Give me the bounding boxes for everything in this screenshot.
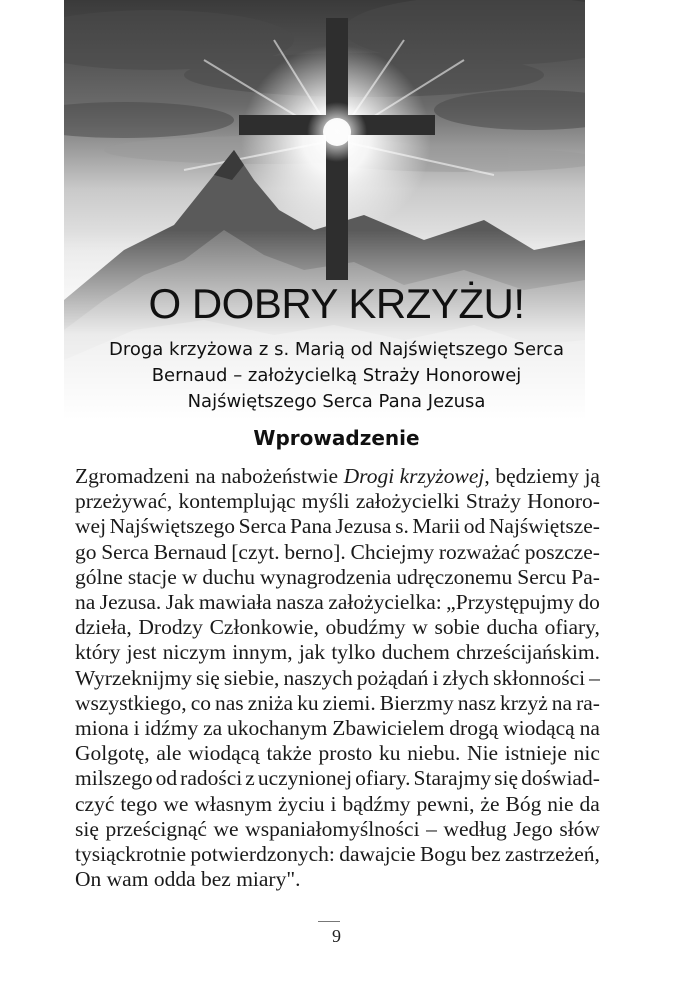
word: radości — [180, 766, 243, 791]
word: chrześcijańskim. — [456, 640, 600, 665]
word: własnym — [194, 791, 273, 816]
word: obudźmy — [325, 615, 406, 640]
word: niczym — [162, 640, 227, 665]
text-line — [75, 464, 600, 489]
word: wiodącą — [503, 716, 575, 741]
word: ducha — [486, 615, 538, 640]
word: Marii — [412, 514, 461, 539]
word: Pa- — [571, 564, 600, 589]
word: go — [75, 539, 97, 564]
word: udręczonemu — [396, 564, 513, 589]
word: Jezusa — [335, 514, 392, 539]
word: tego — [120, 791, 158, 816]
word: tysiąckrotnie — [75, 842, 187, 867]
word: jest — [126, 640, 157, 665]
word: Bierzmy — [379, 690, 454, 715]
word: istnieje — [504, 741, 567, 766]
word: innym, — [232, 640, 293, 665]
word: skłonności — [493, 665, 586, 690]
word: bądźmy — [342, 791, 411, 816]
word: nabożeństwie — [221, 464, 339, 488]
text-line — [75, 540, 600, 565]
subtitle-line: Bernaud – założycielką Straży Honorowej — [151, 365, 522, 386]
word: Chciejmy — [350, 539, 435, 564]
word: Wyrzeknijmy — [75, 665, 192, 690]
text-line — [75, 489, 600, 514]
word: drogą — [449, 716, 499, 741]
word: Drodzy — [138, 615, 203, 640]
word: wszystkiego, — [75, 690, 187, 715]
word: Najświętsze- — [488, 514, 600, 539]
text-line — [75, 867, 600, 892]
word: na — [195, 464, 216, 488]
word: ją — [584, 464, 600, 488]
word: się — [195, 665, 220, 690]
word: we — [213, 816, 239, 841]
word: stacje — [127, 564, 177, 589]
word: złych — [442, 665, 490, 690]
word: ukochanym — [227, 716, 328, 741]
word: poszcze- — [524, 539, 600, 564]
word: będziemy — [495, 464, 579, 488]
word: nasz — [457, 690, 496, 715]
word: przeżywać, — [75, 489, 173, 514]
subtitle — [0, 337, 673, 415]
word: nic — [573, 741, 600, 766]
word: Honoro- — [527, 489, 600, 514]
word: Drogi krzyżowej, — [343, 464, 490, 488]
word: od — [155, 766, 178, 791]
word: który — [75, 640, 121, 665]
word: duchem — [381, 640, 450, 665]
word: do — [578, 590, 600, 615]
word: na — [579, 716, 600, 741]
word: założycielka: — [328, 590, 442, 615]
word: tylko — [331, 640, 376, 665]
word: życiu — [278, 791, 325, 816]
word: ku — [297, 690, 319, 715]
word: Golgotę, — [75, 741, 150, 766]
word: się — [494, 766, 519, 791]
word: nas — [215, 690, 244, 715]
word: i — [432, 665, 439, 690]
word: Nie — [467, 741, 499, 766]
word: s. — [395, 514, 409, 539]
word: ziemi. — [322, 690, 376, 715]
word: ofiary. — [355, 766, 411, 791]
word: wej — [75, 514, 107, 539]
word: miona — [75, 716, 129, 741]
page-title: O DOBRY KRZYŻU! — [148, 280, 525, 327]
word: Starajmy — [413, 766, 492, 791]
word: w — [412, 615, 428, 640]
word: Bóg — [505, 791, 542, 816]
word: Jak — [165, 590, 195, 615]
word: i — [133, 716, 140, 741]
word: duchu — [202, 564, 255, 589]
word: idźmy — [144, 716, 199, 741]
word: że — [480, 791, 500, 816]
word: wiodącą — [188, 741, 260, 766]
word: pewni, — [416, 791, 475, 816]
word: rozważać — [438, 539, 521, 564]
text-line — [75, 691, 600, 716]
word: ku — [378, 741, 401, 766]
word: na — [551, 690, 573, 715]
word: Zbawicielem — [332, 716, 445, 741]
word: dawajcie — [339, 842, 416, 867]
word: słów — [559, 816, 600, 841]
word: prosto — [318, 741, 373, 766]
word: siebie, — [223, 665, 280, 690]
text-line — [75, 590, 600, 615]
word: w — [181, 564, 198, 589]
word: uczynionej — [257, 766, 353, 791]
word: krzyż — [500, 690, 548, 715]
word: Jezusa. — [99, 590, 162, 615]
word: mawiała — [198, 590, 272, 615]
word: – — [426, 816, 437, 841]
word: i — [330, 791, 337, 816]
word: z — [245, 766, 255, 791]
section-heading: Wprowadzenie — [253, 426, 420, 450]
word: dzieła, — [75, 615, 132, 640]
text-line — [75, 615, 600, 640]
word: we — [163, 791, 189, 816]
text-line — [75, 741, 600, 766]
word: ale — [156, 741, 182, 766]
text-line — [75, 514, 600, 539]
word: jak — [298, 640, 326, 665]
word: nasza — [276, 590, 324, 615]
word: berno]. — [284, 539, 346, 564]
word: prześcignąć — [105, 816, 207, 841]
word: Zgromadzeni — [75, 464, 190, 488]
word: potwierdzonych: — [190, 842, 335, 867]
word: zniża — [247, 690, 294, 715]
word: pożądań — [356, 665, 429, 690]
word: gólne — [75, 564, 123, 589]
word: sobie — [434, 615, 480, 640]
word: Serca — [101, 539, 149, 564]
page-number-rule — [318, 921, 340, 922]
word: zastrzeżeń, — [505, 842, 600, 867]
word: według — [443, 816, 507, 841]
text-line — [75, 565, 600, 590]
word: wspaniałomyślności — [245, 816, 420, 841]
word: się — [75, 816, 99, 841]
word: Jego — [513, 816, 553, 841]
word: ra- — [576, 690, 600, 715]
word: bez — [470, 842, 501, 867]
word: na — [75, 590, 96, 615]
text-line — [75, 817, 600, 842]
text-line — [75, 792, 600, 817]
word: „Przystępujmy — [446, 590, 574, 615]
text-line — [75, 716, 600, 741]
word: ofiary, — [544, 615, 600, 640]
word: Sercu — [517, 564, 567, 589]
page-number: 9 — [332, 926, 341, 946]
word: od — [463, 514, 486, 539]
word: wynagrodzenia — [260, 564, 392, 589]
word: kontemplując — [178, 489, 296, 514]
word: co — [190, 690, 211, 715]
text-line — [75, 666, 600, 691]
word: Pana — [289, 514, 332, 539]
word: myśli — [301, 489, 350, 514]
word: Bernaud — [153, 539, 227, 564]
word: założycielki — [355, 489, 460, 514]
word: milszego — [75, 766, 153, 791]
text-line — [75, 766, 600, 791]
subtitle-line: Droga krzyżowa z s. Marią od Najświętszego Serca — [108, 339, 564, 360]
word: – — [589, 665, 600, 690]
body-paragraph — [75, 464, 600, 892]
text-line — [75, 640, 600, 665]
word: doświad- — [521, 766, 600, 791]
word: Najświętszego — [109, 514, 236, 539]
word: Straży — [465, 489, 521, 514]
word: Serca — [238, 514, 287, 539]
word: Bogu — [419, 842, 467, 867]
word: za — [203, 716, 223, 741]
word: Członkowie, — [209, 615, 319, 640]
text-line — [75, 842, 600, 867]
word: nie — [547, 791, 574, 816]
word: [czyt. — [231, 539, 280, 564]
word: On wam odda bez miary". — [75, 867, 301, 892]
word: niebu. — [407, 741, 461, 766]
word: da — [579, 791, 600, 816]
subtitle-line: Najświętszego Serca Pana Jezusa — [187, 391, 486, 412]
word: naszych — [283, 665, 353, 690]
word: czyć — [75, 791, 115, 816]
word: także — [266, 741, 312, 766]
